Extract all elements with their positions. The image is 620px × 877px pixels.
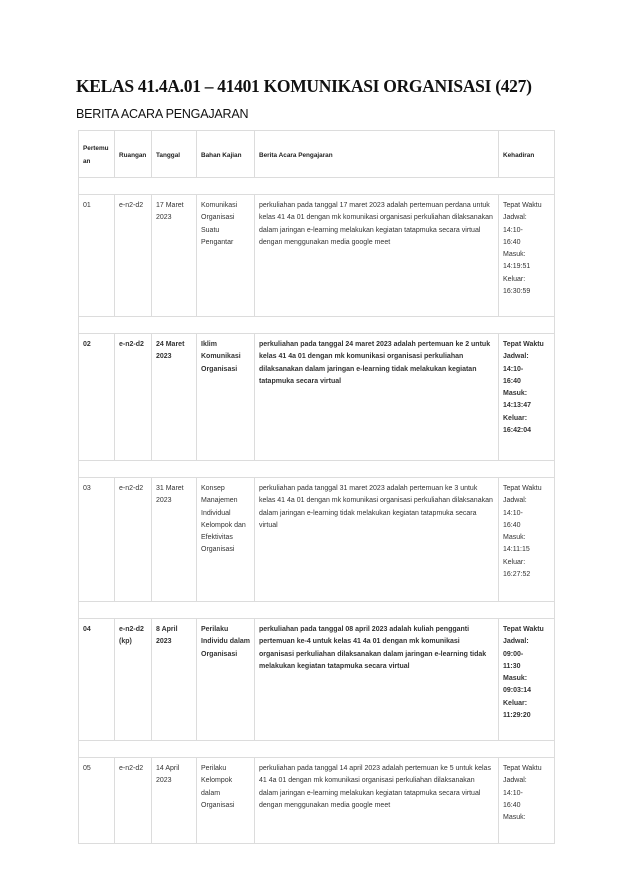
cell-kehadiran xyxy=(499,758,555,844)
kehadiran-line: Keluar: xyxy=(503,414,528,422)
cell-pertemuan: 02 xyxy=(79,334,115,461)
kehadiran-line: 16:42:04 xyxy=(503,427,532,435)
kehadiran-line: Masuk: xyxy=(503,251,526,259)
kehadiran-line: Masuk: xyxy=(503,675,528,683)
cell-tanggal: 8 April 2023 xyxy=(152,619,197,741)
kehadiran-line: 16:40 xyxy=(503,377,521,385)
cell-ruangan: e-n2-d2 xyxy=(115,758,152,844)
cell-bahan-kajian: Perilaku Individu dalam Organisasi xyxy=(197,619,255,741)
header-bahan-kajian: Bahan Kajian xyxy=(197,131,255,178)
cell-ruangan: e-n2-d2 xyxy=(115,195,152,317)
cell-berita-acara: perkuliahan pada tanggal 14 april 2023 adalah pertemuan ke 5 untuk kelas 41 4a 01 dengan mk komunikasi organisasi perkuliahan dilaksanakan dalam jaringan e-learning melakukan kegiatan tatapmuka secara virtual dengan menggunakan media google meet xyxy=(255,758,499,844)
cell-ruangan: e-n2-d2 xyxy=(115,478,152,602)
cell-kehadiran xyxy=(499,334,555,461)
kehadiran-line: Tepat Waktu xyxy=(503,202,542,209)
kehadiran-line: Tepat Waktu xyxy=(503,626,544,633)
cell-pertemuan: 01 xyxy=(79,195,115,317)
kehadiran-line: Jadwal: xyxy=(503,497,527,505)
cell-pertemuan: 03 xyxy=(79,478,115,602)
kehadiran-line: Masuk: xyxy=(503,534,526,542)
teaching-record-table xyxy=(78,130,555,844)
table-row xyxy=(79,334,555,461)
kehadiran-line: 14:10- xyxy=(503,365,524,373)
table-row xyxy=(79,619,555,741)
kehadiran-line: Tepat Waktu xyxy=(503,485,542,492)
kehadiran-line: 14:19:51 xyxy=(503,263,531,271)
cell-berita-acara: perkuliahan pada tanggal 17 maret 2023 adalah pertemuan perdana untuk kelas 41 4a 01 dengan mk komunikasi organisasi perkuliahan dilaksanakan dalam jaringan e-learning melakukan kegiatan tatapmuka secara virtual dengan menggunakan media google meet xyxy=(255,195,499,317)
cell-kehadiran xyxy=(499,195,555,317)
document-subtitle: BERITA ACARA PENGAJARAN xyxy=(76,107,249,121)
cell-berita-acara: perkuliahan pada tanggal 08 april 2023 adalah kuliah pengganti pertemuan ke-4 untuk kelas 41 4a 01 dengan mk komunikasi organisasi perkuliahan dilaksanakan dalam jaringan e-learning tidak melakukan kegiatan tatapmuka secara virtual xyxy=(255,619,499,741)
kehadiran-line: 11:30 xyxy=(503,662,521,670)
kehadiran-line: Masuk: xyxy=(503,814,526,822)
cell-berita-acara: perkuliahan pada tanggal 31 maret 2023 adalah pertemuan ke 3 untuk kelas 41 4a 01 dengan mk komunikasi organisasi perkuliahan dilaksanakan dalam jaringan e-learning tidak melakukan kegiatan tatapmuka secara virtual xyxy=(255,478,499,602)
table-row xyxy=(79,758,555,844)
kehadiran-line: 14:10- xyxy=(503,789,523,797)
header-berita-acara: Berita Acara Pengajaran xyxy=(255,131,499,178)
cell-pertemuan: 04 xyxy=(79,619,115,741)
document-title: KELAS 41.4A.01 – 41401 KOMUNIKASI ORGANISASI (427) xyxy=(76,76,532,96)
kehadiran-line: 11:29:20 xyxy=(503,712,531,720)
cell-berita-acara: perkuliahan pada tanggal 24 maret 2023 adalah pertemuan ke 2 untuk kelas 41 4a 01 dengan mk komunikasi organisasi perkuliahan dilaksanakan dalam jaringan e-learning tidak melakukan kegiatan tatapmuka secara virtual xyxy=(255,334,499,461)
kehadiran-line: Jadwal: xyxy=(503,353,529,361)
kehadiran-line: 14:13:47 xyxy=(503,402,532,410)
kehadiran-line: 16:40 xyxy=(503,801,521,809)
kehadiran-line: 14:11:15 xyxy=(503,546,530,554)
kehadiran-line: Jadwal: xyxy=(503,777,527,785)
cell-pertemuan: 05 xyxy=(79,758,115,844)
cell-tanggal: 24 Maret 2023 xyxy=(152,334,197,461)
table-row xyxy=(79,478,555,602)
kehadiran-line: 16:30:59 xyxy=(503,288,531,296)
kehadiran-line: Keluar: xyxy=(503,558,526,566)
cell-bahan-kajian: Komunikasi Organisasi Suatu Pengantar xyxy=(197,195,255,317)
kehadiran-line: Jadwal: xyxy=(503,638,529,646)
cell-bahan-kajian: Perilaku Kelompok dalam Organisasi xyxy=(197,758,255,844)
cell-bahan-kajian: Iklim Komunikasi Organisasi xyxy=(197,334,255,461)
kehadiran-line: Keluar: xyxy=(503,275,526,283)
kehadiran-line: 16:40 xyxy=(503,521,521,529)
cell-ruangan: e-n2-d2 xyxy=(115,334,152,461)
table-row xyxy=(79,195,555,317)
kehadiran-line: 16:27:52 xyxy=(503,571,531,579)
header-ruangan: Ruangan xyxy=(115,131,152,178)
cell-tanggal: 31 Maret 2023 xyxy=(152,478,197,602)
table-header-row xyxy=(79,131,555,178)
kehadiran-line: 14:10- xyxy=(503,509,523,517)
cell-bahan-kajian: Konsep Manajemen Individual Kelompok dan Efektivitas Organisasi xyxy=(197,478,255,602)
kehadiran-line: 09:00- xyxy=(503,650,524,658)
kehadiran-line: Keluar: xyxy=(503,699,528,707)
kehadiran-line: 16:40 xyxy=(503,238,521,246)
kehadiran-line: Jadwal: xyxy=(503,214,527,222)
header-tanggal: Tanggal xyxy=(152,131,197,178)
cell-kehadiran xyxy=(499,478,555,602)
kehadiran-line: 14:10- xyxy=(503,226,523,234)
cell-ruangan: e-n2-d2 (kp) xyxy=(115,619,152,741)
kehadiran-line: Tepat Waktu xyxy=(503,765,542,772)
header-pertemuan: Pertemuan xyxy=(79,131,115,178)
cell-tanggal: 17 Maret 2023 xyxy=(152,195,197,317)
kehadiran-line: Masuk: xyxy=(503,390,528,398)
cell-kehadiran xyxy=(499,619,555,741)
cell-tanggal: 14 April 2023 xyxy=(152,758,197,844)
kehadiran-line: Tepat Waktu xyxy=(503,341,544,348)
kehadiran-line: 09:03:14 xyxy=(503,687,532,695)
header-kehadiran: Kehadiran xyxy=(499,131,555,178)
